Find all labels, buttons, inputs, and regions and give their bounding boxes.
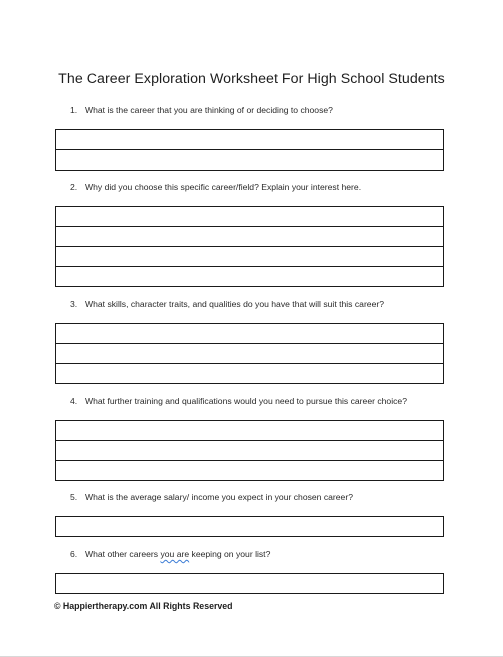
question-3 — [70, 299, 384, 309]
answer-line[interactable] — [56, 441, 443, 461]
question-4-number: 4. — [70, 396, 78, 406]
answer-line[interactable] — [56, 150, 443, 170]
worksheet-title: The Career Exploration Worksheet For High School Students — [58, 71, 445, 87]
answer-line[interactable] — [56, 344, 443, 364]
question-6-text-before: What other careers — [85, 549, 161, 559]
question-1 — [70, 105, 333, 115]
answer-line[interactable] — [56, 130, 443, 150]
question-5-text: What is the average salary/ income you expect in your chosen career? — [85, 492, 353, 502]
question-4 — [70, 396, 407, 406]
answer-box-2[interactable] — [55, 206, 444, 287]
answer-line[interactable] — [56, 227, 443, 247]
question-2-text: Why did you choose this specific career/field? Explain your interest here. — [85, 182, 362, 192]
answer-box-6[interactable] — [55, 573, 444, 594]
answer-box-3[interactable] — [55, 323, 444, 384]
question-1-text: What is the career that you are thinking of or deciding to choose? — [85, 105, 333, 115]
question-5-number: 5. — [70, 492, 78, 502]
answer-line[interactable] — [56, 517, 443, 536]
question-1-number: 1. — [70, 105, 78, 115]
question-3-number: 3. — [70, 299, 78, 309]
copyright-footer: © Happiertherapy.com All Rights Reserved — [54, 601, 233, 611]
question-2 — [70, 182, 361, 192]
question-5 — [70, 492, 353, 502]
answer-line[interactable] — [56, 364, 443, 383]
answer-line[interactable] — [56, 207, 443, 227]
answer-line[interactable] — [56, 247, 443, 267]
answer-line[interactable] — [56, 574, 443, 593]
question-6-number: 6. — [70, 549, 78, 559]
answer-box-4[interactable] — [55, 420, 444, 481]
question-2-number: 2. — [70, 182, 78, 192]
answer-box-1[interactable] — [55, 129, 444, 171]
question-4-text: What further training and qualifications would you need to pursue this career choice? — [85, 396, 407, 406]
question-6-text-after: keeping on your list? — [189, 549, 271, 559]
question-6-text-marked: you are — [160, 549, 190, 559]
answer-line[interactable] — [56, 267, 443, 286]
answer-line[interactable] — [56, 461, 443, 480]
answer-line[interactable] — [56, 324, 443, 344]
question-6 — [70, 549, 270, 559]
answer-box-5[interactable] — [55, 516, 444, 537]
question-3-text: What skills, character traits, and qualities do you have that will suit this career? — [85, 299, 385, 309]
answer-line[interactable] — [56, 421, 443, 441]
